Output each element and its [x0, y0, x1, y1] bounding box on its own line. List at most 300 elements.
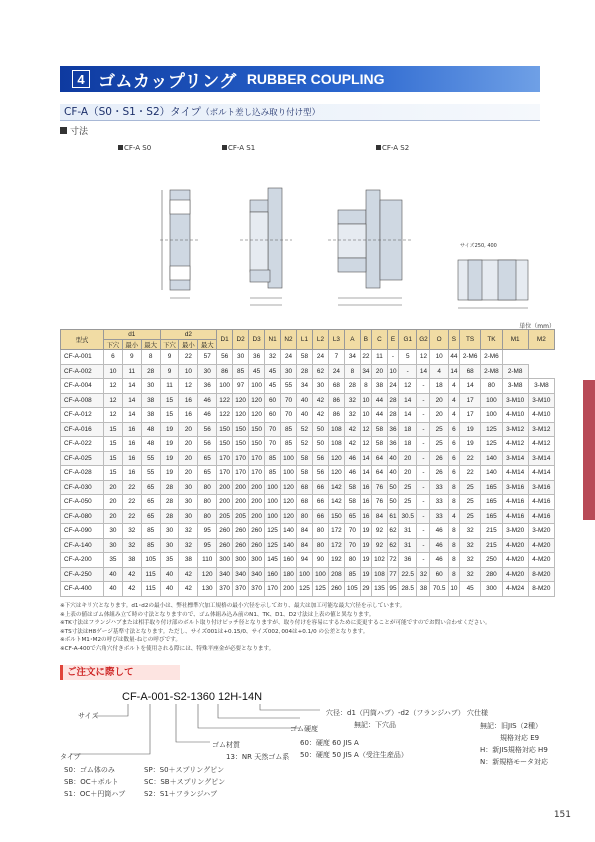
- table-cell: 48: [141, 422, 160, 437]
- table-cell: 20: [104, 495, 123, 510]
- table-cell: 300: [249, 553, 265, 568]
- product-subtitle: [60, 104, 540, 121]
- table-cell: 165: [481, 509, 502, 524]
- table-cell: 34: [360, 364, 371, 379]
- table-cell: 35: [104, 553, 123, 568]
- table-cell: 80: [344, 553, 360, 568]
- table-cell: 24: [387, 379, 398, 394]
- order-spec-h: H：新JIS規格対応 H9: [480, 746, 548, 754]
- table-cell: 55: [141, 466, 160, 481]
- table-cell: 125: [481, 437, 502, 452]
- table-cell: 70: [344, 538, 360, 553]
- table-cell: -: [417, 538, 430, 553]
- table-cell: 3-M14: [502, 451, 528, 466]
- col-header: D2: [233, 330, 249, 350]
- table-cell: 46: [430, 524, 448, 539]
- table-cell: 200: [249, 480, 265, 495]
- section-title-en: RUBBER COUPLING: [246, 71, 385, 87]
- table-cell: 70.5: [430, 582, 448, 597]
- note-line: ※CF-A-400で六角穴付きボルトを使用される際には、特殊平座金が必要となります。: [60, 645, 275, 652]
- table-cell: 16: [360, 480, 371, 495]
- table-cell: 4-M20: [502, 538, 528, 553]
- table-row: [61, 466, 555, 481]
- table-cell: 150: [233, 422, 249, 437]
- table-cell: 55: [281, 379, 297, 394]
- table-cell: 30: [179, 480, 198, 495]
- table-cell: 18: [399, 422, 417, 437]
- table-cell: 142: [328, 480, 344, 495]
- table-cell: 95: [387, 582, 398, 597]
- spec-table: [60, 329, 555, 597]
- col-header: N2: [281, 330, 297, 350]
- table-cell: 25: [459, 495, 480, 510]
- table-cell: 25: [399, 480, 417, 495]
- table-cell: 19: [459, 437, 480, 452]
- table-row: [61, 480, 555, 495]
- table-cell: 40: [160, 582, 179, 597]
- table-cell: 14: [122, 393, 141, 408]
- table-cell: 80: [312, 538, 328, 553]
- table-cell: 32: [122, 524, 141, 539]
- table-cell: 15: [160, 393, 179, 408]
- table-cell: 38: [179, 553, 198, 568]
- table-cell: 260: [249, 538, 265, 553]
- table-cell: 32: [179, 538, 198, 553]
- table-cell: 40: [160, 567, 179, 582]
- col-header: B: [360, 330, 371, 350]
- table-cell: 150: [217, 422, 233, 437]
- table-cell: 26: [430, 451, 448, 466]
- table-cell: 130: [198, 582, 217, 597]
- table-cell: 19: [160, 451, 179, 466]
- table-cell: 28: [160, 509, 179, 524]
- col-header: d1: [104, 330, 161, 340]
- table-cell: 29: [360, 582, 371, 597]
- table-cell: 15: [160, 408, 179, 423]
- table-cell: 205: [217, 509, 233, 524]
- table-cell: 9: [160, 364, 179, 379]
- table-cell: 46: [344, 451, 360, 466]
- table-cell: 3-M10: [528, 393, 554, 408]
- table-cell: 100: [481, 408, 502, 423]
- model-cell: CF-A-090: [61, 524, 104, 539]
- table-cell: 19: [160, 422, 179, 437]
- table-cell: 58: [371, 437, 387, 452]
- table-cell: 25: [430, 422, 448, 437]
- table-cell: -: [417, 509, 430, 524]
- table-cell: 120: [281, 509, 297, 524]
- table-cell: 32: [459, 524, 480, 539]
- table-cell: 160: [281, 553, 297, 568]
- table-cell: 65: [198, 451, 217, 466]
- table-cell: 46: [198, 393, 217, 408]
- table-cell: 45: [265, 379, 281, 394]
- col-subheader: 最小: [179, 340, 198, 350]
- col-header: M2: [528, 330, 554, 350]
- table-cell: 100: [281, 451, 297, 466]
- table-cell: 170: [217, 451, 233, 466]
- table-cell: 60: [265, 408, 281, 423]
- col-subheader: 最大: [198, 340, 217, 350]
- table-cell: 6: [448, 466, 459, 481]
- table-cell: 50: [312, 422, 328, 437]
- table-cell: 260: [217, 524, 233, 539]
- table-cell: 4-M12: [528, 437, 554, 452]
- table-cell: 16: [122, 466, 141, 481]
- table-cell: 90: [312, 553, 328, 568]
- table-cell: 14: [417, 364, 430, 379]
- table-cell: 42: [312, 393, 328, 408]
- drawing-s0: [160, 190, 200, 298]
- table-row: [61, 408, 555, 423]
- table-cell: 70: [344, 524, 360, 539]
- model-cell: CF-A-012: [61, 408, 104, 423]
- note-line: ※TK寸法はフランジハブまたは相手取り付け部のボルト取り付けピッチ径となりますが、取り付けを容易にするために変更することが可能ですのでお問い合わせください。: [60, 620, 491, 627]
- table-cell: 58: [297, 350, 313, 365]
- table-cell: 120: [233, 408, 249, 423]
- table-cell: 80: [198, 509, 217, 524]
- table-cell: 52: [297, 422, 313, 437]
- table-cell: 32: [179, 524, 198, 539]
- figure-label-s0: CF-A S0: [118, 144, 151, 152]
- order-type-s2: S2：S1＋フランジハブ: [144, 790, 218, 798]
- order-spec-e9: 規格対応 E9: [500, 734, 540, 742]
- table-cell: 15: [104, 422, 123, 437]
- table-cell: 205: [233, 509, 249, 524]
- model-cell: CF-A-200: [61, 553, 104, 568]
- table-cell: 65: [141, 480, 160, 495]
- table-cell: 4-M20: [502, 553, 528, 568]
- table-cell: 120: [281, 480, 297, 495]
- table-cell: 14: [459, 379, 480, 394]
- table-cell: 84: [297, 538, 313, 553]
- table-cell: 46: [430, 538, 448, 553]
- table-cell: 105: [344, 582, 360, 597]
- table-cell: 8-M20: [528, 567, 554, 582]
- table-cell: 12: [104, 408, 123, 423]
- table-cell: 20: [104, 509, 123, 524]
- table-cell: 86: [217, 364, 233, 379]
- table-cell: 45: [265, 364, 281, 379]
- table-cell: 3-M8: [502, 379, 528, 394]
- table-cell: 40: [297, 393, 313, 408]
- table-cell: 4-M16: [528, 509, 554, 524]
- drawing-s2: [328, 190, 412, 305]
- table-cell: 84: [371, 509, 387, 524]
- table-cell: 80: [481, 379, 502, 394]
- table-cell: 44: [448, 350, 459, 365]
- table-cell: 25: [459, 480, 480, 495]
- table-cell: 40: [297, 408, 313, 423]
- table-cell: 85: [281, 422, 297, 437]
- table-cell: 108: [371, 567, 387, 582]
- table-cell: 100: [265, 495, 281, 510]
- table-cell: 30: [281, 364, 297, 379]
- table-cell: 135: [371, 582, 387, 597]
- col-header: O: [430, 330, 448, 350]
- table-cell: 200: [217, 480, 233, 495]
- table-cell: 55: [141, 451, 160, 466]
- table-cell: -: [417, 379, 430, 394]
- table-cell: 42: [344, 422, 360, 437]
- table-cell: 44: [371, 393, 387, 408]
- table-cell: 33: [430, 509, 448, 524]
- table-cell: 60: [430, 567, 448, 582]
- table-cell: 140: [481, 466, 502, 481]
- table-cell: 76: [371, 480, 387, 495]
- table-cell: 12: [399, 379, 417, 394]
- table-cell: 8: [448, 538, 459, 553]
- model-cell: CF-A-400: [61, 582, 104, 597]
- table-cell: 42: [122, 582, 141, 597]
- table-cell: 170: [233, 466, 249, 481]
- table-row: [61, 582, 555, 597]
- spec-table-body: [61, 350, 555, 597]
- table-cell: 68: [297, 480, 313, 495]
- table-cell: 145: [265, 553, 281, 568]
- table-cell: -: [417, 524, 430, 539]
- table-cell: 125: [312, 582, 328, 597]
- model-cell: CF-A-008: [61, 393, 104, 408]
- col-header: A: [344, 330, 360, 350]
- table-cell: 16: [360, 495, 371, 510]
- order-material-value: 13：NR 天然ゴム系: [226, 753, 290, 761]
- col-header: G2: [417, 330, 430, 350]
- col-header: E: [387, 330, 398, 350]
- table-cell: 8: [344, 364, 360, 379]
- table-cell: 22.5: [399, 567, 417, 582]
- table-cell: 172: [328, 538, 344, 553]
- table-cell: 120: [328, 466, 344, 481]
- table-cell: 22: [459, 451, 480, 466]
- table-cell: 370: [233, 582, 249, 597]
- table-cell: 17: [459, 408, 480, 423]
- table-cell: -: [417, 422, 430, 437]
- table-cell: 22: [122, 495, 141, 510]
- table-cell: 200: [281, 582, 297, 597]
- table-cell: 64: [371, 466, 387, 481]
- table-cell: 32: [417, 567, 430, 582]
- col-header: M1: [502, 330, 528, 350]
- table-cell: 20: [430, 408, 448, 423]
- col-subheader: 最大: [141, 340, 160, 350]
- table-cell: 85: [265, 466, 281, 481]
- table-cell: 120: [249, 408, 265, 423]
- table-cell: 14: [360, 451, 371, 466]
- table-cell: 260: [249, 524, 265, 539]
- table-cell: 95: [198, 524, 217, 539]
- table-cell: 48: [141, 437, 160, 452]
- table-cell: 92: [371, 524, 387, 539]
- table-cell: 30: [160, 524, 179, 539]
- model-cell: CF-A-004: [61, 379, 104, 394]
- table-cell: 19: [459, 422, 480, 437]
- table-cell: 102: [371, 553, 387, 568]
- table-cell: 115: [141, 567, 160, 582]
- table-cell: 32: [265, 350, 281, 365]
- model-cell: CF-A-022: [61, 437, 104, 452]
- table-cell: 50: [387, 480, 398, 495]
- table-cell: 4: [448, 509, 459, 524]
- table-cell: 140: [281, 538, 297, 553]
- table-cell: 64: [371, 451, 387, 466]
- table-cell: 208: [328, 567, 344, 582]
- table-cell: 370: [217, 582, 233, 597]
- table-cell: 3-M12: [502, 422, 528, 437]
- table-cell: 115: [141, 582, 160, 597]
- order-type-label: タイプ: [60, 753, 81, 761]
- table-cell: 3-M16: [502, 480, 528, 495]
- table-notes: [60, 602, 550, 654]
- table-cell: 32: [459, 567, 480, 582]
- order-bore-label: 穴径：d1（円筒ハブ）-d2（フランジハブ） 穴仕様: [326, 709, 489, 717]
- table-cell: 28: [160, 480, 179, 495]
- table-cell: 10: [360, 408, 371, 423]
- table-cell: 180: [281, 567, 297, 582]
- section-side-tab: [583, 380, 595, 520]
- table-cell: 77: [387, 567, 398, 582]
- table-cell: 76: [371, 495, 387, 510]
- order-hardness-50: 50：硬度 50 JIS A（受注生産品）: [300, 751, 408, 759]
- table-cell: 58: [371, 422, 387, 437]
- table-cell: 340: [233, 567, 249, 582]
- table-cell: 6: [448, 437, 459, 452]
- table-cell: 38: [417, 582, 430, 597]
- note-line: ※ボルトM1･M2の呼びは数量-ねじの呼びです。: [60, 637, 181, 644]
- table-cell: 9: [122, 350, 141, 365]
- model-cell: CF-A-016: [61, 422, 104, 437]
- table-cell: 36: [249, 350, 265, 365]
- table-cell: 86: [328, 393, 344, 408]
- table-cell: 30: [104, 538, 123, 553]
- subtitle-note: （ボルト差し込み取り付け型）: [201, 108, 321, 118]
- table-cell: 38: [371, 379, 387, 394]
- table-cell: 4-M20: [528, 538, 554, 553]
- table-cell: 215: [481, 538, 502, 553]
- table-cell: 32: [459, 538, 480, 553]
- table-cell: 20: [179, 466, 198, 481]
- table-cell: 142: [328, 495, 344, 510]
- table-cell: 100: [281, 466, 297, 481]
- table-cell: 68: [459, 364, 480, 379]
- table-cell: 370: [249, 582, 265, 597]
- table-cell: 66: [312, 495, 328, 510]
- section-title-bar: [60, 66, 540, 92]
- table-row: [61, 495, 555, 510]
- col-header: d2: [160, 330, 217, 340]
- table-cell: -: [417, 466, 430, 481]
- table-cell: 122: [217, 408, 233, 423]
- figure-label-s2: CF-A S2: [376, 144, 409, 152]
- table-cell: 24: [281, 350, 297, 365]
- table-cell: 61: [387, 509, 398, 524]
- model-cell: CF-A-025: [61, 451, 104, 466]
- table-row: [61, 422, 555, 437]
- table-cell: 7: [328, 350, 344, 365]
- table-cell: 9: [160, 350, 179, 365]
- table-cell: 215: [481, 524, 502, 539]
- table-cell: 260: [328, 582, 344, 597]
- table-cell: 40: [104, 582, 123, 597]
- dimensions-heading: 寸法: [60, 124, 88, 137]
- table-cell: 33: [430, 495, 448, 510]
- subtitle-main: CF-A（S0・S1・S2）タイプ: [64, 106, 202, 118]
- table-cell: 120: [249, 393, 265, 408]
- table-cell: 58: [344, 480, 360, 495]
- table-cell: 125: [265, 538, 281, 553]
- table-cell: 40: [387, 451, 398, 466]
- table-cell: 80: [312, 524, 328, 539]
- table-cell: 70: [281, 393, 297, 408]
- table-cell: 30: [179, 509, 198, 524]
- table-cell: 6: [448, 422, 459, 437]
- table-cell: 15: [104, 451, 123, 466]
- table-cell: 57: [198, 350, 217, 365]
- table-cell: 50: [387, 495, 398, 510]
- col-subheader: 最小: [122, 340, 141, 350]
- table-cell: 85: [344, 567, 360, 582]
- table-cell: 4-M12: [502, 437, 528, 452]
- table-cell: 19: [160, 466, 179, 481]
- table-cell: 4-M16: [502, 509, 528, 524]
- table-cell: 25: [459, 509, 480, 524]
- table-cell: 125: [297, 582, 313, 597]
- table-cell: 36: [387, 422, 398, 437]
- table-cell: 100: [265, 509, 281, 524]
- table-cell: 8: [448, 480, 459, 495]
- table-cell: 31: [399, 524, 417, 539]
- table-cell: 12: [104, 379, 123, 394]
- table-cell: 36: [399, 553, 417, 568]
- table-cell: 80: [297, 509, 313, 524]
- table-cell: 20: [179, 451, 198, 466]
- table-cell: 32: [122, 538, 141, 553]
- table-cell: 30: [179, 495, 198, 510]
- table-cell: 192: [328, 553, 344, 568]
- table-cell: 42: [179, 567, 198, 582]
- table-cell: 4: [430, 364, 448, 379]
- table-cell: -: [387, 350, 398, 365]
- table-cell: 19: [360, 553, 371, 568]
- table-cell: 24: [328, 364, 344, 379]
- order-type-sp: SP：S0＋スプリングピン: [144, 766, 225, 774]
- table-cell: 300: [233, 553, 249, 568]
- table-cell: 150: [249, 437, 265, 452]
- table-cell: 34: [344, 350, 360, 365]
- table-cell: 120: [198, 567, 217, 582]
- table-cell: 3-M14: [528, 451, 554, 466]
- table-cell: 70: [265, 422, 281, 437]
- table-cell: 4-M20: [502, 567, 528, 582]
- table-cell: 42: [179, 582, 198, 597]
- table-cell: 22: [459, 466, 480, 481]
- table-cell: 200: [249, 495, 265, 510]
- table-cell: 110: [198, 553, 217, 568]
- model-cell: CF-A-001: [61, 350, 104, 365]
- table-cell: 4: [448, 393, 459, 408]
- table-cell: 58: [297, 466, 313, 481]
- table-cell: 38: [141, 393, 160, 408]
- table-cell: 45: [459, 582, 480, 597]
- table-cell: 26: [430, 466, 448, 481]
- table-cell: 70: [265, 437, 281, 452]
- table-cell: 2-M8: [481, 364, 502, 379]
- col-header: D3: [249, 330, 265, 350]
- table-cell: 50: [312, 437, 328, 452]
- table-cell: 36: [387, 437, 398, 452]
- table-cell: 260: [233, 538, 249, 553]
- table-cell: 10: [387, 364, 398, 379]
